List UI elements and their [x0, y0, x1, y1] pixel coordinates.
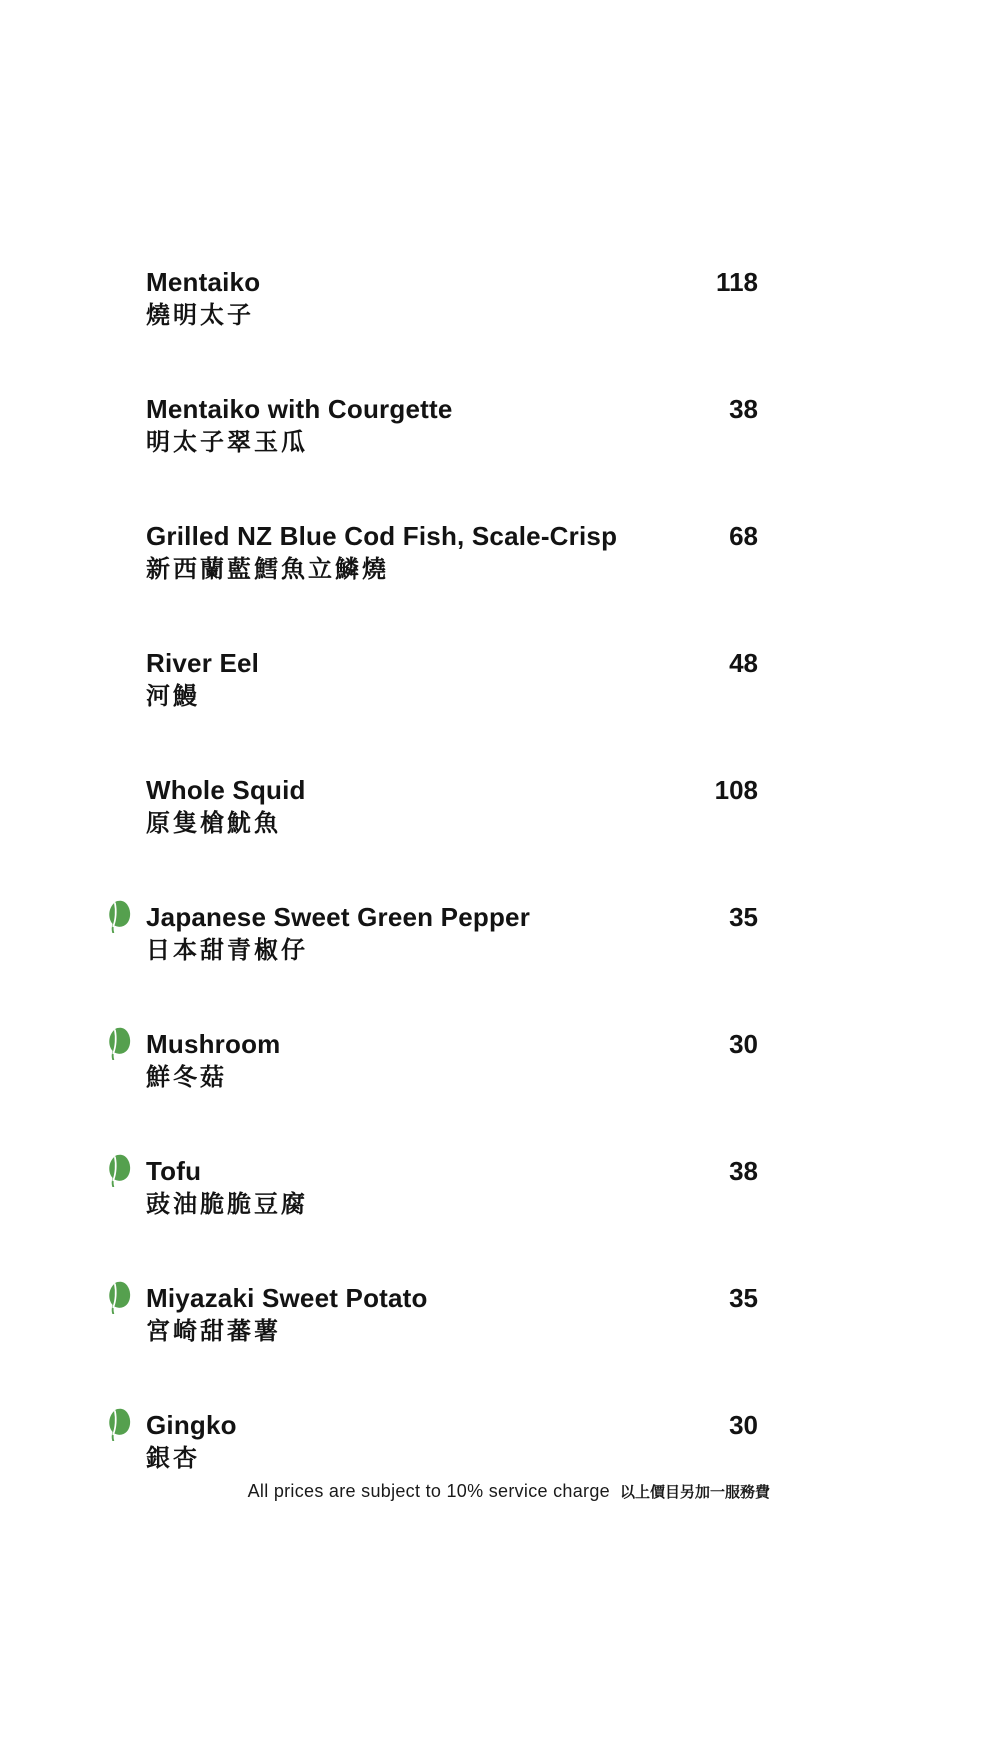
menu-item-miyazaki-sweet-potato — [146, 1282, 758, 1348]
vegetarian-leaf-icon — [106, 1408, 133, 1441]
item-name: Whole Squid — [146, 775, 306, 805]
vegetarian-leaf-icon — [106, 1281, 133, 1314]
item-name-chinese: 鮮冬菇 — [146, 1064, 227, 1091]
service-charge-notice-en: All prices are subject to 10% service charge — [247, 1481, 610, 1501]
item-name: Tofu — [146, 1156, 202, 1186]
item-header — [146, 901, 758, 933]
item-name-chinese: 明太子翠玉瓜 — [146, 429, 308, 456]
menu-item-tofu — [146, 1155, 758, 1221]
item-header — [146, 774, 758, 806]
service-charge-notice-zh: 以上價目另加一服務費 — [619, 1484, 770, 1501]
item-header — [146, 647, 758, 679]
item-price: 118 — [716, 267, 758, 297]
item-price: 35 — [729, 1283, 758, 1313]
item-header — [146, 1028, 758, 1060]
item-header — [146, 1282, 758, 1314]
item-price: 38 — [729, 394, 758, 424]
item-header — [146, 1409, 758, 1441]
item-name-chinese: 銀杏 — [146, 1445, 200, 1472]
item-name: Mentaiko — [146, 267, 261, 297]
item-header — [146, 1155, 758, 1187]
item-name-chinese: 燒明太子 — [146, 302, 254, 329]
item-name-chinese: 豉油脆脆豆腐 — [146, 1191, 308, 1218]
item-name: Gingko — [146, 1410, 237, 1440]
menu-item-river-eel — [146, 647, 758, 713]
item-name-chinese: 新西蘭藍鱈魚立鱗燒 — [146, 556, 389, 583]
item-name-chinese: 河鰻 — [146, 683, 200, 710]
menu-item-blue-cod — [146, 520, 758, 586]
item-price: 108 — [714, 775, 758, 805]
item-name: Grilled NZ Blue Cod Fish, Scale-Crisp — [146, 521, 618, 551]
item-name: Miyazaki Sweet Potato — [146, 1283, 428, 1313]
vegetarian-leaf-icon — [106, 900, 133, 933]
item-name-chinese: 原隻槍魷魚 — [146, 810, 281, 837]
item-name-chinese: 宮崎甜蕃薯 — [146, 1318, 281, 1345]
item-header — [146, 520, 758, 552]
menu-item-mentaiko — [146, 266, 758, 332]
item-name: Japanese Sweet Green Pepper — [146, 902, 531, 932]
service-charge-notice — [248, 1481, 770, 1502]
menu-item-whole-squid — [146, 774, 758, 840]
menu-item-mentaiko-courgette — [146, 393, 758, 459]
item-price: 30 — [729, 1029, 758, 1059]
item-price: 35 — [729, 902, 758, 932]
item-price: 48 — [729, 648, 758, 678]
item-name: Mentaiko with Courgette — [146, 394, 453, 424]
item-name: Mushroom — [146, 1029, 281, 1059]
menu-item-sweet-green-pepper — [146, 901, 758, 967]
item-name-chinese: 日本甜青椒仔 — [146, 937, 308, 964]
vegetarian-leaf-icon — [106, 1027, 133, 1060]
menu-list — [146, 266, 758, 1536]
item-name: River Eel — [146, 648, 260, 678]
item-price: 68 — [729, 521, 758, 551]
menu-item-mushroom — [146, 1028, 758, 1094]
vegetarian-leaf-icon — [106, 1154, 133, 1187]
item-price: 38 — [729, 1156, 758, 1186]
item-price: 30 — [729, 1410, 758, 1440]
item-header — [146, 266, 758, 298]
item-header — [146, 393, 758, 425]
menu-item-gingko — [146, 1409, 758, 1475]
